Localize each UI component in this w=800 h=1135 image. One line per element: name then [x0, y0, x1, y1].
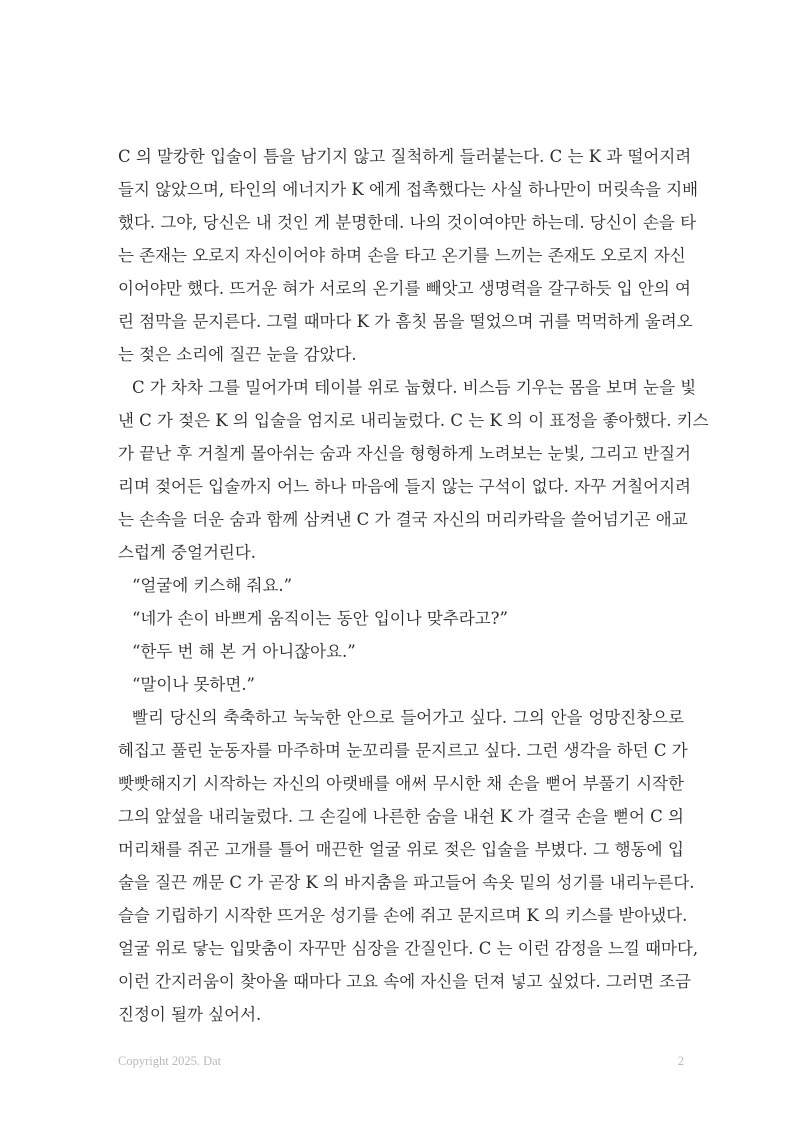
text-line: 는 존재는 오로지 자신이어야 하며 손을 타고 온기를 느끼는 존재도 오로지 자신 [118, 246, 686, 265]
page-number: 2 [677, 1054, 684, 1068]
text-line: 들지 않았으며, 타인의 에너지가 K 에게 접촉했다는 사실 하나만이 머릿속을 지배 [118, 180, 699, 199]
text-line: 슬슬 기립하기 시작한 뜨거운 성기를 손에 쥐고 문지르며 K 의 키스를 받아냈다. [118, 906, 688, 925]
document-body [118, 140, 709, 1031]
text-line: 는 손속을 더운 숨과 함께 삼켜낸 C 가 결국 자신의 머리카락을 쓸어넘기곤 애교 [118, 510, 688, 529]
text-line: 낸 C 가 젖은 K 의 입술을 엄지로 내리눌렀다. C 는 K 의 이 표정을 좋아했다. 키스 [118, 411, 709, 430]
dialogue-line: “말이나 못하면.” [132, 675, 255, 694]
text-line: 스럽게 중얼거린다. [118, 543, 257, 562]
dialogue-line: “한두 번 해 본 거 아니잖아요.” [132, 642, 356, 661]
text-line: 머리채를 쥐곤 고개를 틀어 매끈한 얼굴 위로 젖은 입술을 부볐다. 그 행동에 입 [118, 840, 684, 859]
dialogue-line: “네가 손이 바쁘게 움직이는 동안 입이나 맞추라고?” [132, 609, 508, 628]
text-line: 리며 젖어든 입술까지 어느 하나 마음에 들지 않는 구석이 없다. 자꾸 거칠어지려 [118, 477, 691, 496]
text-line: 빳빳해지기 시작하는 자신의 아랫배를 애써 무시한 채 손을 뻗어 부풀기 시작한 [118, 774, 684, 793]
text-line: 가 끝난 후 거칠게 몰아쉬는 숨과 자신을 형형하게 노려보는 눈빛, 그리고 반질거 [118, 444, 691, 463]
text-line: 얼굴 위로 닿는 입맞춤이 자꾸만 심장을 간질인다. C 는 이런 감정을 느낄 때마다, [118, 939, 699, 958]
text-line: 빨리 당신의 축축하고 눅눅한 안으로 들어가고 싶다. 그의 안을 엉망진창으로 [132, 708, 684, 727]
text-line: C 의 말캉한 입술이 틈을 남기지 않고 질척하게 들러붙는다. C 는 K 과 떨어지려 [118, 147, 692, 166]
copyright-text: Copyright 2025. Dat [118, 1054, 222, 1068]
text-line: 그의 앞섶을 내리눌렀다. 그 손길에 나른한 숨을 내쉰 K 가 결국 손을 뻗어 C 의 [118, 807, 684, 826]
text-line: 린 점막을 문지른다. 그럴 때마다 K 가 흠칫 몸을 떨었으며 귀를 먹먹하게 울려오 [118, 312, 693, 331]
text-line: 이런 간지러움이 찾아올 때마다 고요 속에 자신을 던져 넣고 싶었다. 그러면 조금 [118, 972, 691, 991]
paragraph-7 [118, 701, 699, 1031]
text-line: C 가 차차 그를 밀어가며 테이블 위로 눕혔다. 비스듬 기우는 몸을 보며 눈을 빛 [132, 378, 697, 397]
text-line: 헤집고 풀린 눈동자를 마주하며 눈꼬리를 문지르고 싶다. 그런 생각을 하던 C 가 [118, 741, 688, 760]
paragraph-1 [118, 140, 699, 371]
text-line: 술을 질끈 깨문 C 가 곧장 K 의 바지춤을 파고들어 속옷 밑의 성기를 내리누른다. [118, 873, 695, 892]
text-line: 했다. 그야, 당신은 내 것인 게 분명한데. 나의 것이여야만 하는데. 당신이 손을 타 [118, 213, 697, 232]
text-line: 는 젖은 소리에 질끈 눈을 감았다. [118, 345, 357, 364]
dialogue-line: “얼굴에 키스해 줘요.” [132, 576, 293, 595]
text-line: 진정이 될까 싶어서. [118, 1005, 262, 1024]
text-line: 이어야만 했다. 뜨거운 혀가 서로의 온기를 빼앗고 생명력을 갈구하듯 입 안의 여 [118, 279, 691, 298]
paragraph-2 [118, 371, 709, 569]
